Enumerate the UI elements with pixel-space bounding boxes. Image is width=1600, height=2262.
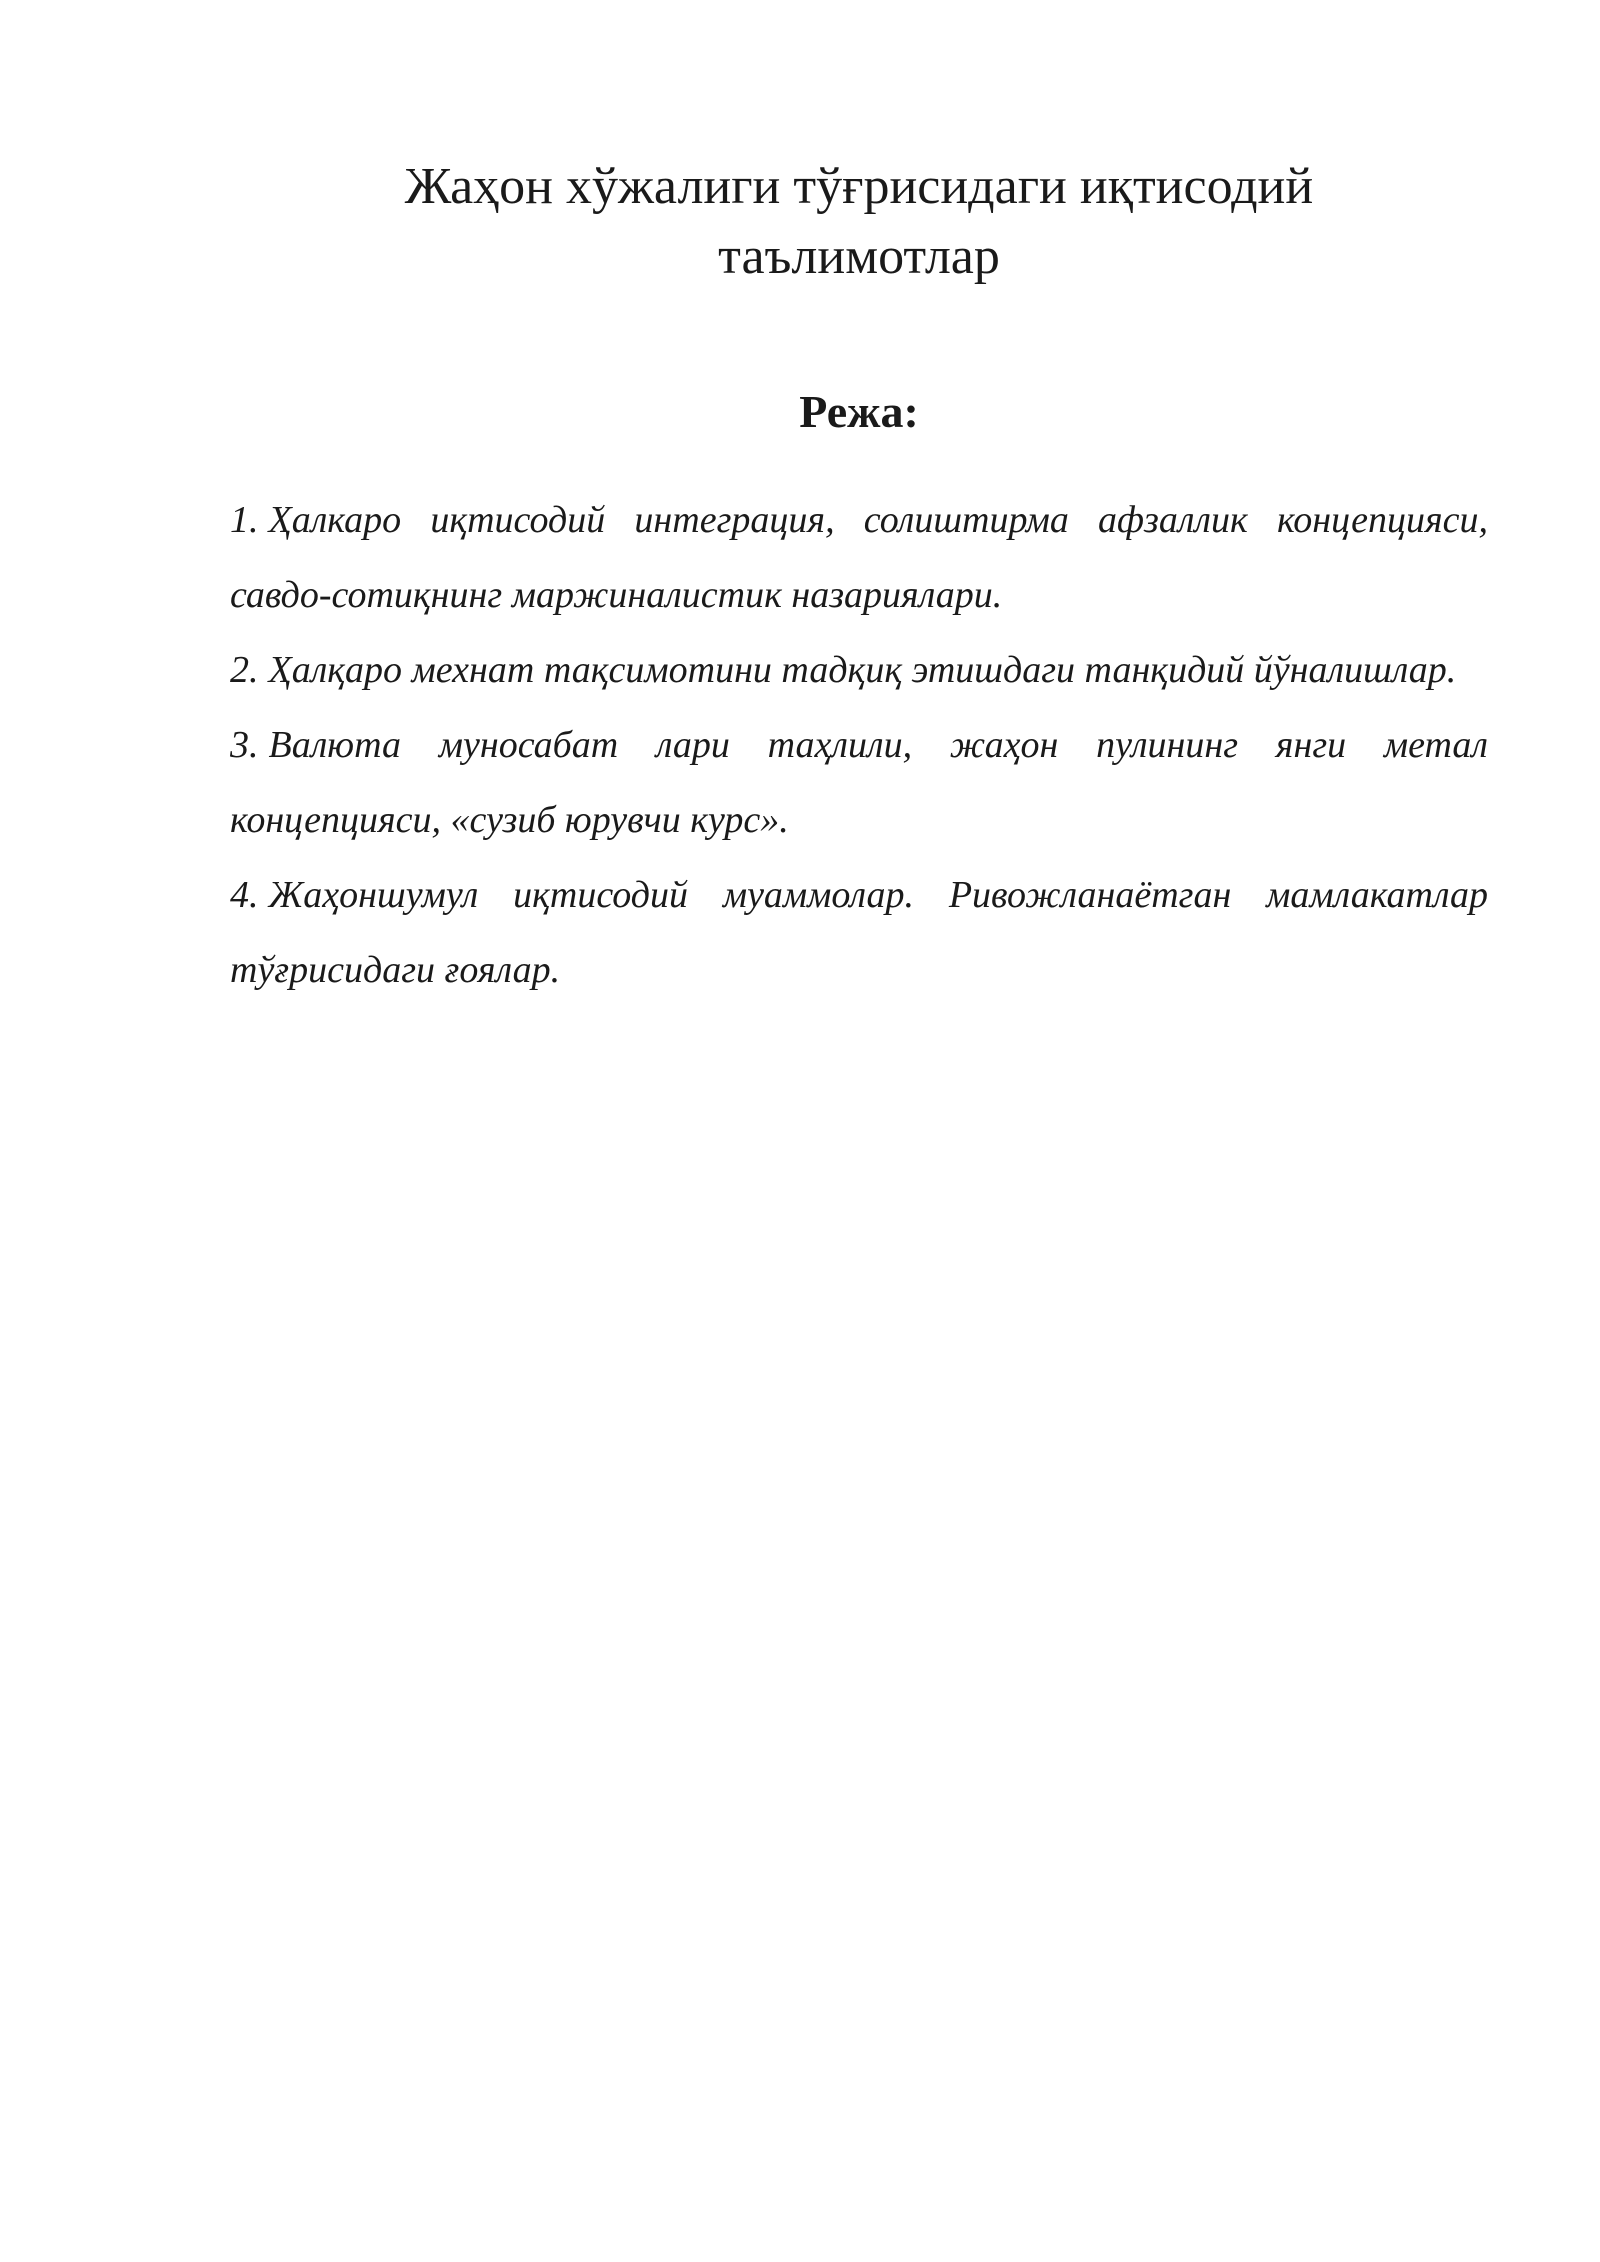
plan-item-number: 1. (230, 499, 259, 541)
title-line-2: таълимотлар (718, 228, 1000, 285)
plan-item-text: Ҳалқаро мехнат тақсимотини тадқиқ этишдаги танқидий йўналишлар. (268, 649, 1457, 691)
plan-item-3 (230, 708, 1488, 858)
title-line-1: Жаҳон хўжалиги тўғрисидаги иқтисодий (404, 158, 1314, 215)
plan-heading: Режа: (799, 386, 919, 437)
plan-list (230, 483, 1488, 1008)
plan-item-number: 2. (230, 649, 259, 691)
plan-item-1 (230, 483, 1488, 633)
plan-item-number: 3. (230, 724, 259, 766)
plan-item-text: Жаҳоншумул иқтисодий муаммолар. Ривожланаётган мамлакатлар тўғрисидаги ғоялар. (230, 874, 1488, 991)
plan-item-text: Валюта муносабат лари таҳлили, жаҳон пулининг янги метал концепцияси, «сузиб юрувчи курс». (230, 724, 1488, 841)
plan-item-text: Ҳалкаро иқтисодий интеграция, солиштирма афзаллик концепцияси, савдо-сотиқнинг маржиналистик назариялари. (230, 499, 1488, 616)
plan-item-4 (230, 858, 1488, 1008)
plan-item-number: 4. (230, 874, 259, 916)
plan-item-2 (230, 633, 1488, 708)
document-title (230, 152, 1488, 292)
